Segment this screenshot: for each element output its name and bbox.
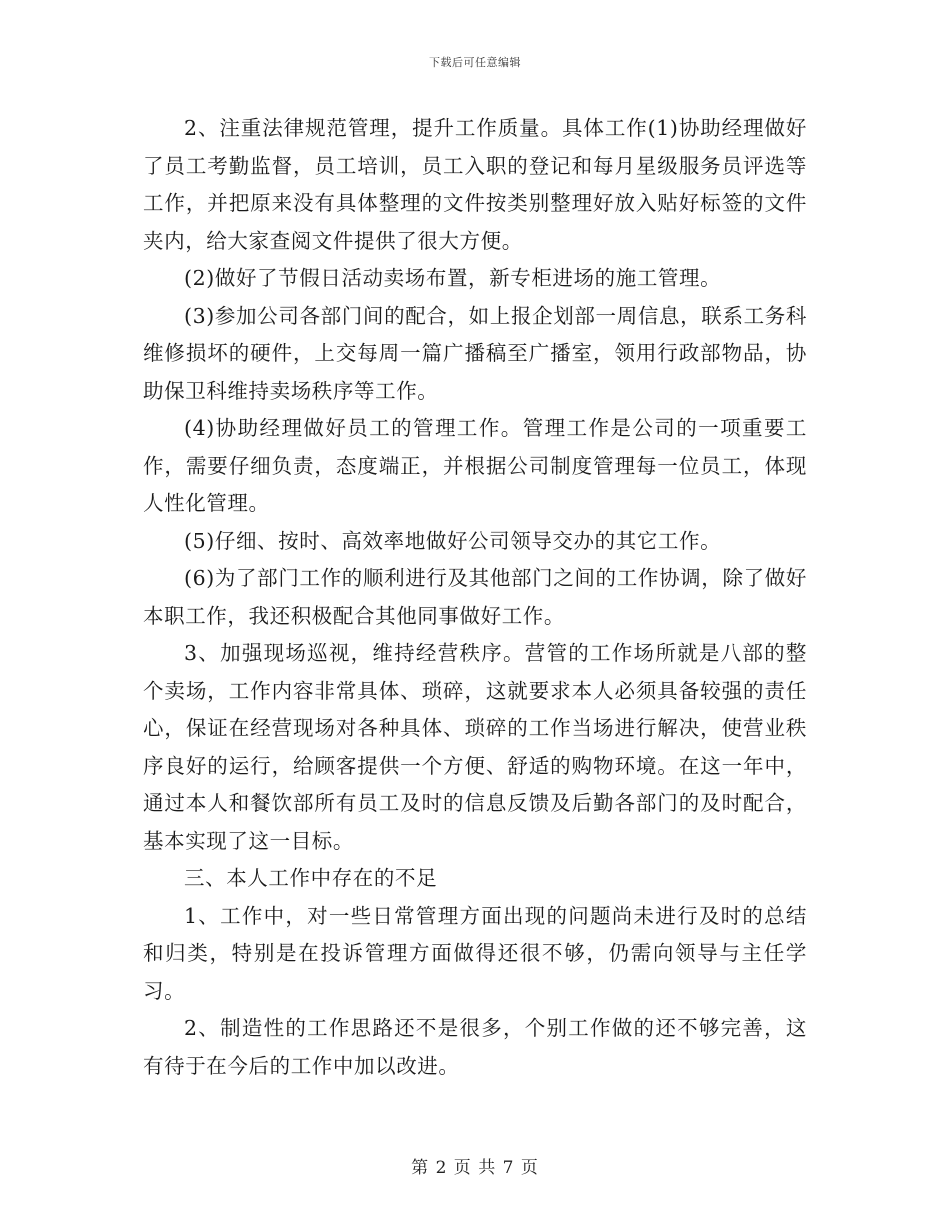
paragraph-item-2: (2)做好了节假日活动卖场布置，新专柜进场的施工管理。 <box>184 266 722 290</box>
paragraph-shortcoming-2: 2、制造性的工作思路还不是很多，个别工作做的还不够完善，这有待于在今后的工作中加以改进。 <box>143 1016 807 1078</box>
paragraph-section-2: 2、注重法律规范管理，提升工作质量。具体工作(1)协助经理做好了员工考勤监督，员工培训，员工入职的登记和每月星级服务员评选等工作，并把原来没有具体整理的文件按类别整理好放入贴好标签的文件夹内，给大家查阅文件提供了很大方便。 <box>143 116 807 253</box>
document-body <box>143 110 807 1085</box>
paragraph-item-3: (3)参加公司各部门间的配合，如上报企划部一周信息，联系工务科维修损坏的硬件，上交每周一篇广播稿至广播室，领用行政部物品，协助保卫科维持卖场秩序等工作。 <box>143 303 807 403</box>
paragraph-section-3: 3、加强现场巡视，维持经营秩序。营管的工作场所就是八部的整个卖场，工作内容非常具体、琐碎，这就要求本人必须具备较强的责任心，保证在经营现场对各种具体、琐碎的工作当场进行解决，使营业秩序良好的运行，给顾客提供一个方便、舒适的购物环境。在这一年中，通过本人和餐饮部所有员工及时的信息反馈及后勤各部门的及时配合，基本实现了这一目标。 <box>143 641 807 853</box>
page-number: 第 2 页 共 7 页 <box>411 1158 539 1178</box>
paragraph-item-6: (6)为了部门工作的顺利进行及其他部门之间的工作协调，除了做好本职工作，我还积极配合其他同事做好工作。 <box>143 566 807 628</box>
paragraph-item-5: (5)仔细、按时、高效率地做好公司领导交办的其它工作。 <box>184 528 722 553</box>
paragraph-shortcoming-1: 1、工作中，对一些日常管理方面出现的问题尚未进行及时的总结和归类，特别是在投诉管理方面做得还很不够，仍需向领导与主任学习。 <box>143 903 807 1003</box>
page-header-note: 下载后可任意编辑 <box>429 56 521 69</box>
section-heading-shortcomings: 三、本人工作中存在的不足 <box>184 866 438 890</box>
paragraph-item-4: (4)协助经理做好员工的管理工作。管理工作是公司的一项重要工作，需要仔细负责，态度端正，并根据公司制度管理每一位员工，体现人性化管理。 <box>143 416 807 515</box>
